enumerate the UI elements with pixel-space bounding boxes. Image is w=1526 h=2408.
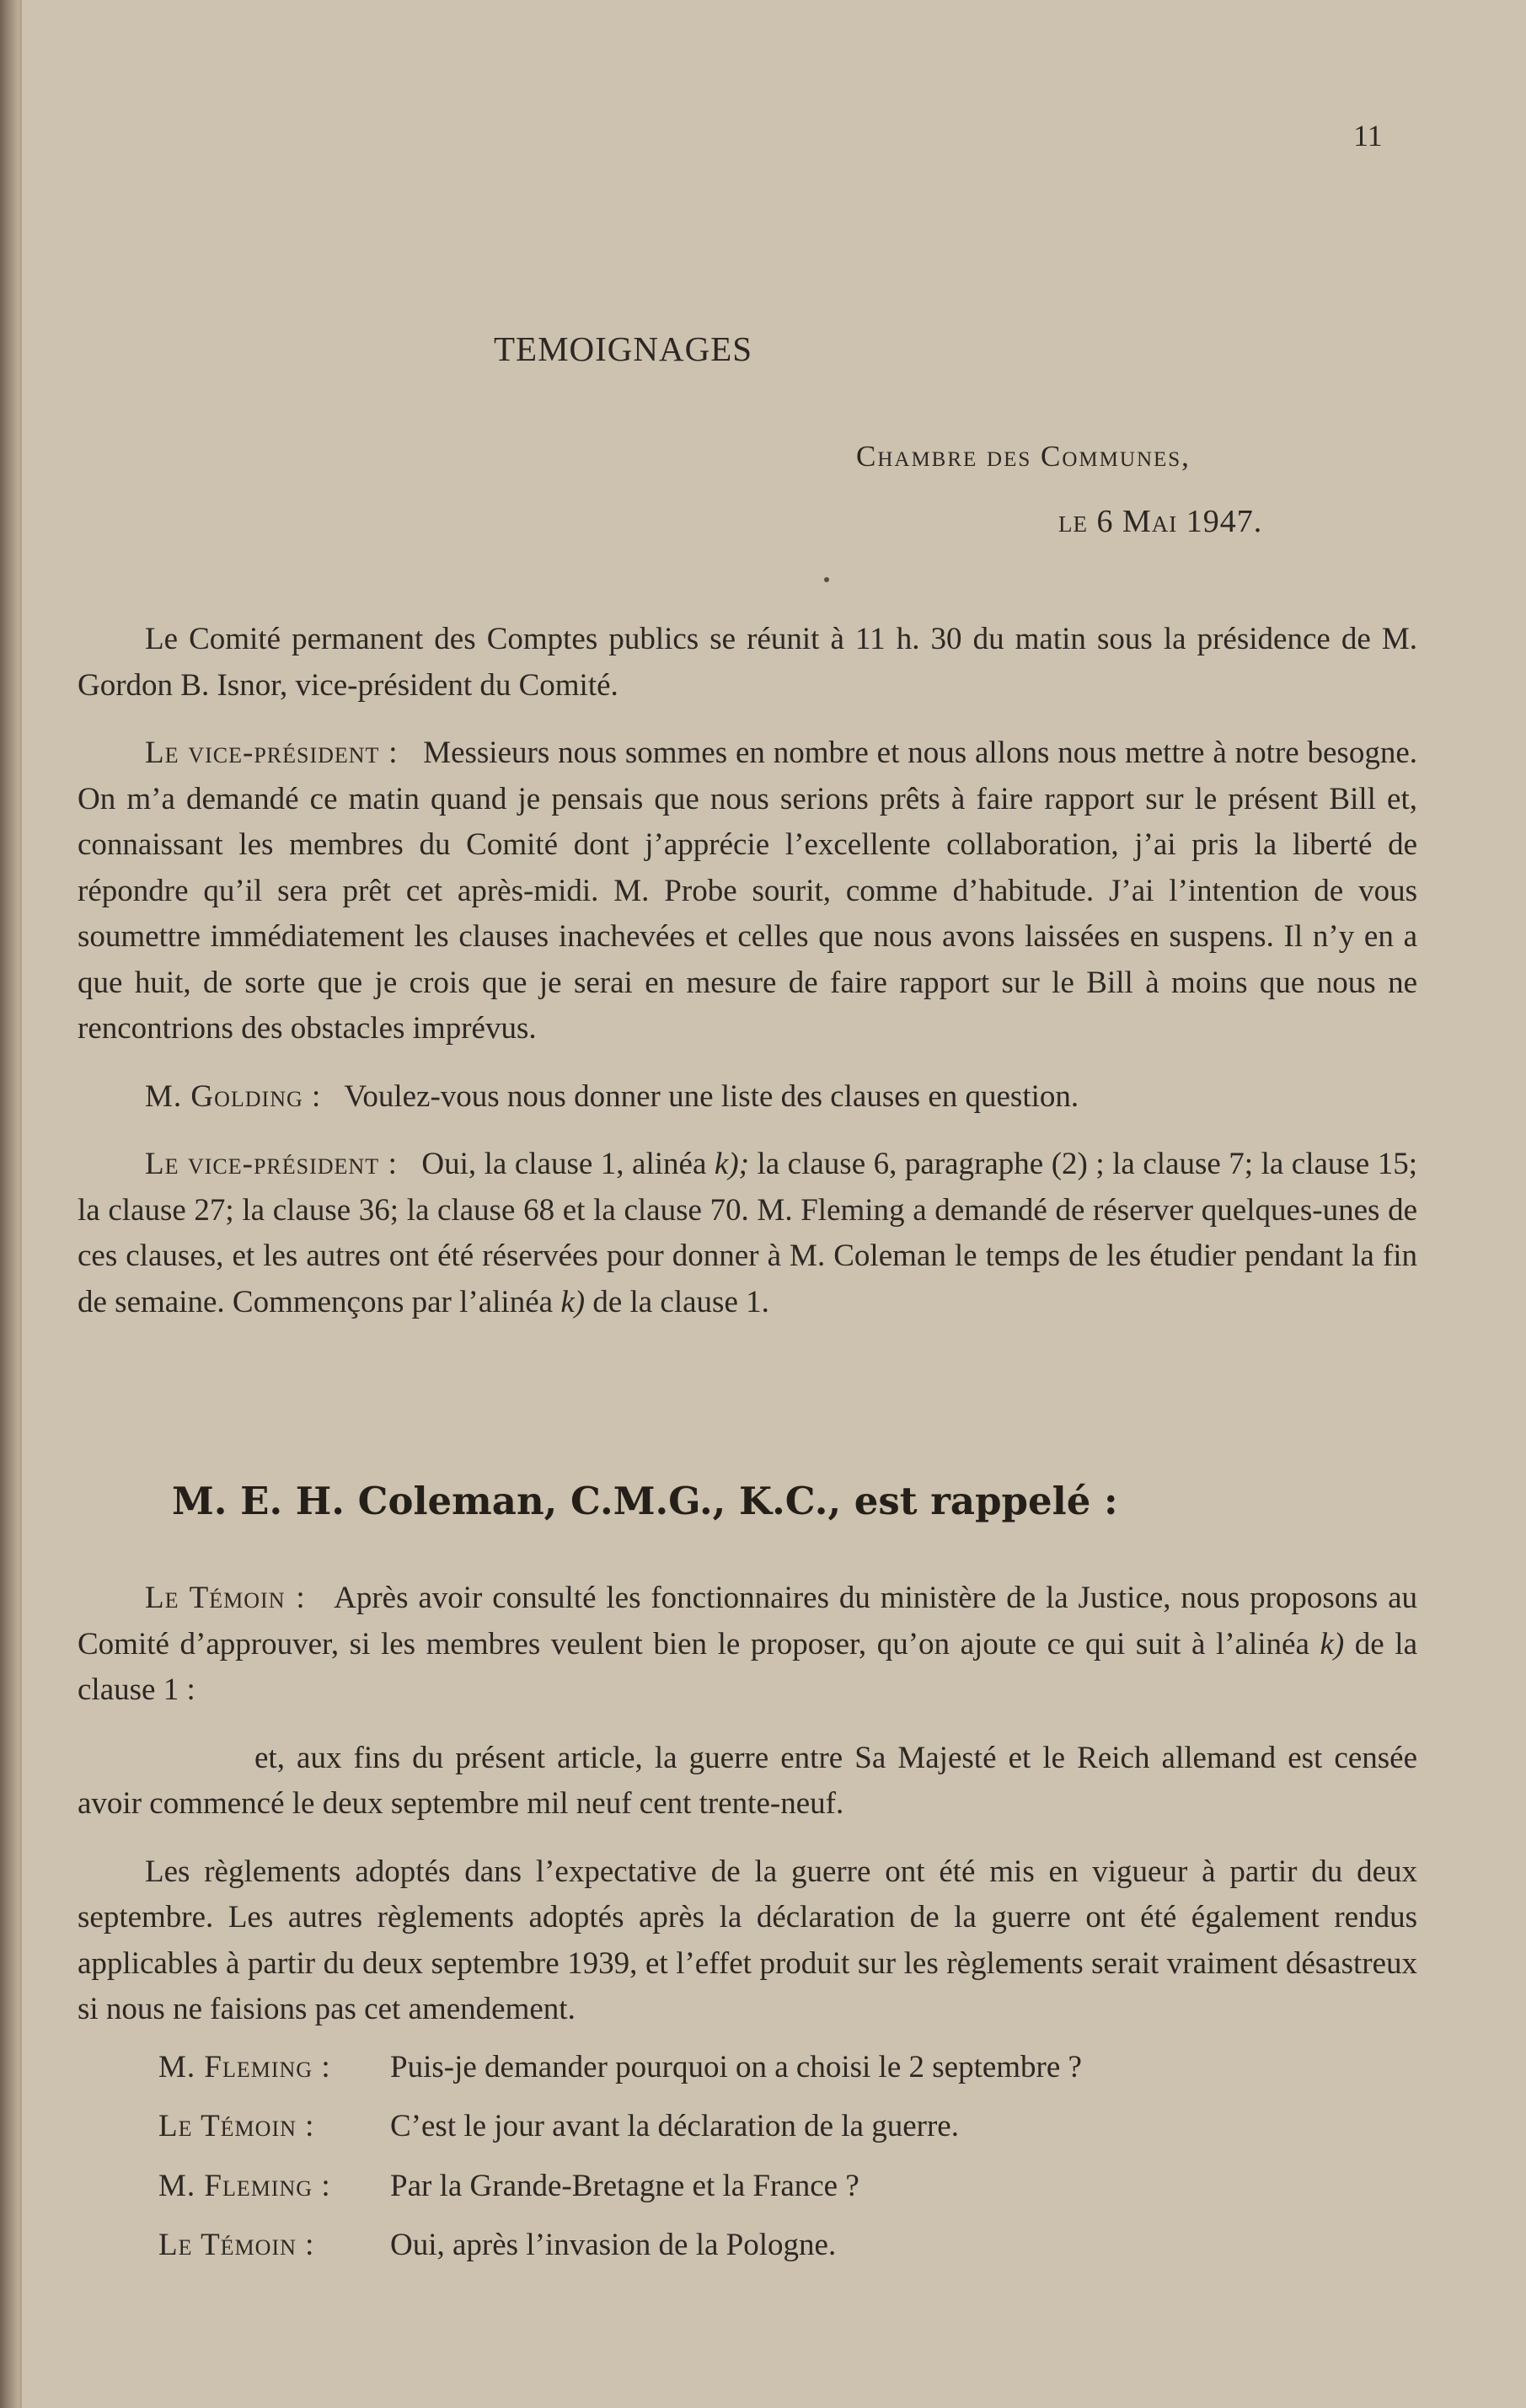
- section-title: TEMOIGNAGES: [494, 329, 753, 368]
- speaker-label: Le Témoin :: [145, 1581, 306, 1615]
- amendment-quote: et, aux fins du présent article, la guerre entre Sa Majesté et le Reich allemand est censée avoir commencé le deux septembre mil neuf cent trente-neuf.: [78, 1740, 1417, 1821]
- session-date: le 6 Mai 1947.: [1058, 504, 1263, 539]
- speech-text: Oui, la clause 1, alinéa: [421, 1147, 715, 1181]
- speaker-label: Le Témoin :: [158, 2228, 315, 2262]
- speech-text: Oui, après l’invasion de la Pologne.: [390, 2228, 837, 2262]
- speaker-label: M. Fleming :: [158, 2049, 331, 2084]
- speech-text: Voulez-vous nous donner une liste des clauses en question.: [344, 1078, 1079, 1114]
- speaker-label: M. Golding :: [145, 1078, 322, 1114]
- exchange-line: [78, 2104, 1417, 2150]
- paragraph-golding: [78, 1074, 1417, 1121]
- page-number: 11: [1353, 119, 1383, 153]
- italic-ref: k): [560, 1284, 586, 1319]
- exchange-line: [78, 2164, 1417, 2210]
- speech-text: C’est le jour avant la déclaration de la guerre.: [390, 2109, 959, 2143]
- proceedings-text-bottom: [78, 1576, 1417, 2269]
- paragraph-vice-president-1: [78, 730, 1417, 1052]
- exchange-line: [78, 2223, 1417, 2269]
- speech-text: Après avoir consulté les fonctionnaires du ministère de la Justice, nous proposons au Comité d’approuver, si les membres veulent bien le proposer, qu’on ajoute ce qui suit à l’alinéa: [78, 1581, 1418, 1662]
- exchange-line: [78, 2045, 1417, 2091]
- speaker-label: Le vice-président :: [145, 736, 399, 770]
- intro-paragraph: Le Comité permanent des Comptes publics se réunit à 11 h. 30 du matin sous la présidence de M. Gordon B. Isnor, vice-président du Comité.: [78, 622, 1417, 703]
- paragraph-witness-1: [78, 1576, 1417, 1714]
- italic-ref: k);: [714, 1147, 749, 1181]
- speaker-label: Le vice-président :: [145, 1147, 398, 1181]
- document-page: [22, 0, 1526, 2408]
- speech-text: Puis-je demander pourquoi on a choisi le 2 septembre ?: [390, 2049, 1082, 2084]
- paragraph-witness-2: Les règlements adoptés dans l’expectative de la guerre ont été mis en vigueur à partir du deux septembre. Les autres règlements adoptés après la déclaration de la guerre ont été également rendus applicables à partir du deux septembre 1939, et l’effet produit sur les règlements serait vraiment désastreux si nous ne faisions pas cet amendement.: [78, 1854, 1417, 2026]
- speech-text: de la clause 1.: [585, 1284, 769, 1319]
- session-place: Chambre des Communes,: [856, 440, 1191, 473]
- speech-text: de la clause 1 :: [78, 1626, 1418, 1707]
- speaker-label: Le Témoin :: [158, 2109, 315, 2143]
- paper-speck: [824, 577, 829, 582]
- speech-text: Par la Grande-Bretagne et la France ?: [390, 2168, 859, 2203]
- page-binding-edge: [0, 0, 22, 2408]
- proceedings-text-top: [78, 617, 1417, 1325]
- italic-ref: k): [1320, 1626, 1345, 1662]
- witness-heading: M. E. H. Coleman, C.M.G., K.C., est rappelé :: [172, 1479, 1118, 1523]
- paragraph-vice-president-2: [78, 1142, 1417, 1325]
- speech-text: la clause 6, paragraphe (2) ; la clause 7; la clause 15; la clause 27; la clause 36; la clause 68 et la clause 70. M. Fleming a demandé de réserver quelques-unes de ces clauses, et les autres ont été réservées pour donner à M. Coleman le temps de les étudier pendant la fin de semaine. Commençons par l’alinéa: [78, 1147, 1418, 1319]
- speaker-label: M. Fleming :: [158, 2168, 331, 2203]
- speech-text: Messieurs nous sommes en nombre et nous allons nous mettre à notre besogne. On m’a demandé ce matin quand je pensais que nous serions prêts à faire rapport sur le présent Bill et, connaissant les membres du Comité dont j’apprécie l’excellente collaboration, j’ai pris la liberté de répondre qu’il sera prêt cet après-midi. M. Probe sourit, comme d’habitude. J’ai l’intention de vous soumettre immédiatement les clauses inachevées et celles que nous avons laissées en suspens. Il n’y en a que huit, de sorte que je crois que je serai en mesure de faire rapport sur le Bill à moins que nous ne rencontrions des obstacles imprévus.: [78, 736, 1418, 1046]
